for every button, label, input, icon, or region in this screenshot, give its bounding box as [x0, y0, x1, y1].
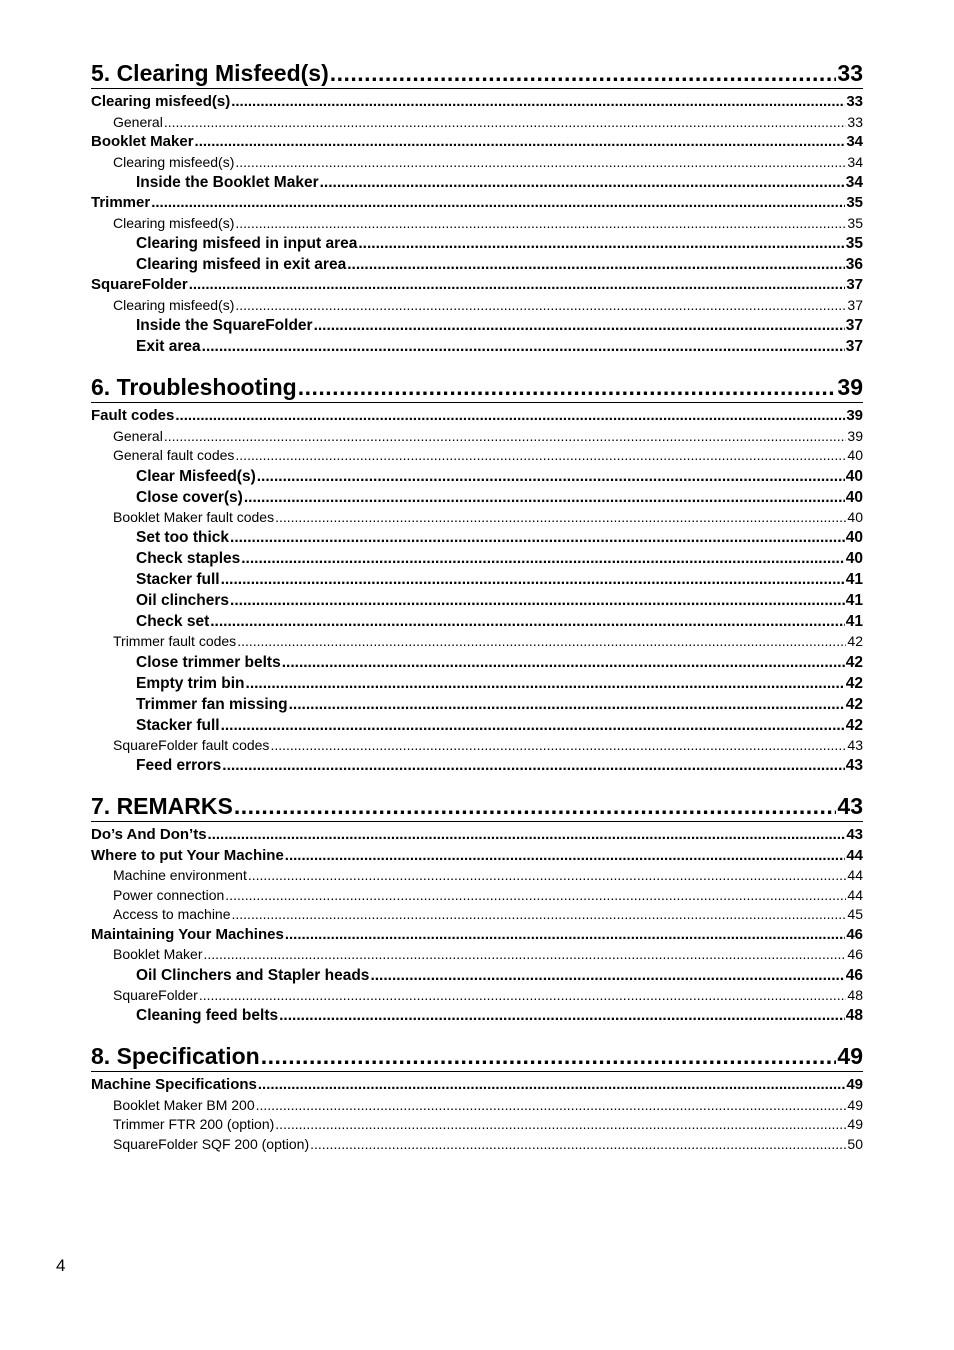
toc-entry-title: Clearing misfeed in exit area	[136, 256, 347, 273]
toc-entry[interactable]	[91, 986, 863, 1006]
dot-leader	[248, 866, 847, 886]
dot-leader	[246, 673, 845, 694]
toc-entry-title: Booklet Maker BM 200	[113, 1096, 255, 1113]
toc-entry-page: 35	[845, 235, 863, 252]
toc-entry-title: 7. REMARKS	[91, 793, 233, 819]
toc-entry-title: 8. Specification	[91, 1043, 260, 1069]
toc-entry-title: Clear Misfeed(s)	[136, 467, 256, 485]
toc-entry-page: 42	[845, 674, 863, 692]
toc-entry-page: 46	[847, 946, 863, 962]
toc-chapter[interactable]	[91, 791, 863, 822]
toc-entry-title: Fault codes	[91, 407, 175, 424]
toc-entry-title: SquareFolder SQF 200 (option)	[113, 1135, 310, 1152]
toc-entry-page: 42	[845, 653, 863, 671]
dot-leader	[221, 569, 845, 590]
toc-entry-title: Oil clinchers	[136, 592, 230, 609]
toc-entry[interactable]	[91, 715, 863, 736]
toc-entry-page: 40	[845, 488, 863, 506]
dot-leader	[230, 590, 845, 611]
toc-entry[interactable]	[91, 193, 863, 214]
toc-chapter[interactable]	[91, 372, 863, 403]
toc-entry[interactable]	[91, 755, 863, 776]
dot-leader	[235, 214, 846, 234]
section-gap	[91, 776, 863, 791]
toc-entry[interactable]	[91, 945, 863, 965]
toc-entry-title: SquareFolder	[91, 276, 188, 293]
toc-entry-page: 40	[845, 550, 863, 567]
toc-entry[interactable]	[91, 548, 863, 569]
toc-entry-title: Cleaning feed belts	[136, 1007, 279, 1024]
toc-entry-page: 39	[847, 427, 863, 444]
toc-entry-page: 42	[845, 695, 863, 713]
dot-leader	[235, 446, 846, 466]
toc-entry[interactable]	[91, 673, 863, 694]
toc-entry-page: 44	[846, 846, 863, 864]
toc-entry[interactable]	[91, 590, 863, 611]
toc-entry-page: 34	[845, 174, 863, 191]
toc-entry-title: Trimmer	[91, 194, 151, 211]
toc-chapter[interactable]	[91, 1041, 863, 1072]
toc-entry-page: 37	[847, 296, 863, 313]
toc-entry-title: Close cover(s)	[136, 488, 243, 506]
toc-entry-title: Inside the Booklet Maker	[136, 174, 319, 191]
toc-entry[interactable]	[91, 487, 863, 508]
toc-entry-page: 49	[847, 1116, 863, 1132]
toc-entry-title: Clearing misfeed(s)	[91, 93, 231, 110]
toc-entry-page: 43	[847, 736, 863, 753]
toc-entry-title: Exit area	[136, 338, 201, 355]
toc-entry[interactable]	[91, 1115, 863, 1135]
toc-entry-title: Trimmer FTR 200 (option)	[113, 1116, 275, 1132]
toc-entry-title: Booklet Maker	[113, 946, 203, 962]
toc-entry[interactable]	[91, 846, 863, 867]
toc-entry[interactable]	[91, 611, 863, 632]
toc-entry[interactable]	[91, 1096, 863, 1116]
dot-leader	[234, 791, 837, 821]
dot-leader	[270, 736, 846, 756]
dot-leader	[189, 275, 846, 296]
toc-entry-title: Machine environment	[113, 867, 247, 883]
toc-entry-title: Machine Specifications	[91, 1076, 257, 1093]
dot-leader	[237, 632, 846, 652]
dot-leader	[230, 527, 845, 548]
toc-entry-page: 46	[845, 966, 863, 984]
dot-leader	[195, 132, 846, 153]
toc-entry-page: 41	[845, 592, 863, 609]
dot-leader	[199, 986, 847, 1006]
toc-entry-page: 33	[847, 113, 863, 130]
dot-leader	[370, 965, 844, 986]
dot-leader	[203, 945, 846, 965]
toc-entry-title: Check set	[136, 613, 210, 630]
dot-leader	[164, 427, 847, 447]
toc-entry-page: 34	[846, 133, 863, 150]
toc-entry-title: Set too thick	[136, 529, 230, 546]
dot-leader	[210, 611, 845, 632]
toc-entry-title: Inside the SquareFolder	[136, 317, 313, 334]
toc-entry[interactable]	[91, 132, 863, 153]
toc-entry-title: Close trimmer belts	[136, 653, 281, 671]
toc-entry[interactable]	[91, 1005, 863, 1026]
toc-entry[interactable]	[91, 965, 863, 986]
toc-entry[interactable]	[91, 1075, 863, 1096]
toc-entry-page: 42	[847, 633, 863, 649]
toc-entry-title: 6. Troubleshooting	[91, 374, 297, 400]
dot-leader	[320, 172, 845, 193]
toc-entry-title: Clearing misfeed(s)	[113, 214, 235, 231]
toc-entry[interactable]	[91, 233, 863, 254]
toc-entry-title: Booklet Maker	[91, 133, 194, 150]
toc-entry-page: 35	[846, 194, 863, 211]
dot-leader	[232, 905, 847, 925]
toc-entry[interactable]	[91, 1135, 863, 1155]
toc-entry-page: 42	[845, 716, 863, 734]
toc-entry-title: Oil Clinchers and Stapler heads	[136, 966, 370, 984]
dot-leader	[235, 153, 846, 173]
toc-entry-page: 40	[845, 467, 863, 485]
dot-leader	[261, 1041, 837, 1071]
page-number: 4	[56, 1256, 66, 1275]
dot-leader	[225, 886, 846, 906]
toc-entry-page: 46	[846, 925, 863, 943]
toc-entry[interactable]	[91, 254, 863, 275]
toc-entry[interactable]	[91, 866, 863, 886]
toc-entry-page: 33	[846, 93, 863, 110]
toc-entry[interactable]	[91, 925, 863, 946]
section-gap	[91, 357, 863, 372]
dot-leader	[285, 846, 846, 867]
dot-leader	[164, 113, 847, 133]
toc-entry-title: Power connection	[113, 886, 225, 903]
toc-entry-page: 43	[845, 757, 863, 774]
toc-entry[interactable]	[91, 508, 863, 528]
toc-entry-page: 44	[847, 886, 863, 903]
dot-leader	[314, 315, 845, 336]
dot-leader	[241, 548, 845, 569]
toc-chapter[interactable]	[91, 58, 863, 89]
toc-entry[interactable]	[91, 886, 863, 906]
dot-leader	[175, 406, 845, 427]
dot-leader	[347, 254, 845, 275]
dot-leader	[208, 825, 846, 846]
toc-entry[interactable]	[91, 825, 863, 846]
toc-entry-title: General	[113, 113, 163, 130]
toc-entry-title: Clearing misfeed(s)	[113, 153, 235, 170]
dot-leader	[244, 487, 845, 508]
toc-entry-page: 49	[846, 1076, 863, 1093]
toc-entry[interactable]	[91, 569, 863, 590]
toc-entry[interactable]	[91, 172, 863, 193]
toc-entry[interactable]	[91, 296, 863, 316]
dot-leader	[310, 1135, 846, 1155]
toc-entry-page: 39	[846, 407, 863, 424]
dot-leader	[151, 193, 845, 214]
toc-entry-title: SquareFolder	[113, 986, 198, 1003]
toc-entry-title: Access to machine	[113, 906, 231, 922]
dot-leader	[279, 1005, 845, 1026]
toc-entry-page: 40	[845, 529, 863, 546]
toc-entry[interactable]	[91, 336, 863, 357]
toc-entry[interactable]	[91, 736, 863, 756]
table-of-contents	[91, 58, 863, 1154]
toc-entry-title: General	[113, 427, 163, 444]
dot-leader	[235, 296, 846, 316]
toc-entry[interactable]	[91, 427, 863, 447]
toc-entry[interactable]	[91, 92, 863, 113]
toc-entry-page: 37	[845, 317, 863, 334]
dot-leader	[275, 1115, 846, 1135]
toc-entry-title: Maintaining Your Machines	[91, 925, 284, 943]
toc-entry-title: Check staples	[136, 550, 241, 567]
toc-entry-page: 37	[846, 276, 863, 293]
toc-entry[interactable]	[91, 113, 863, 133]
toc-entry[interactable]	[91, 694, 863, 715]
toc-entry-title: Empty trim bin	[136, 674, 245, 692]
toc-entry[interactable]	[91, 153, 863, 173]
toc-entry-page: 37	[845, 338, 863, 355]
toc-entry[interactable]	[91, 315, 863, 336]
toc-entry-title: Stacker full	[136, 716, 220, 734]
toc-entry-title: Trimmer fan missing	[136, 695, 288, 713]
dot-leader	[221, 715, 845, 736]
toc-entry[interactable]	[91, 406, 863, 427]
dot-leader	[289, 694, 845, 715]
dot-leader	[282, 652, 845, 673]
toc-entry-title: Stacker full	[136, 571, 220, 588]
dot-leader	[298, 372, 837, 402]
toc-entry-page: 43	[846, 826, 863, 843]
toc-entry[interactable]	[91, 466, 863, 487]
toc-entry-title: Feed errors	[136, 757, 222, 774]
toc-entry-title: Booklet Maker fault codes	[113, 508, 275, 525]
toc-entry-page: 35	[847, 214, 863, 231]
toc-entry[interactable]	[91, 214, 863, 234]
toc-entry-title: Clearing misfeed in input area	[136, 235, 358, 252]
toc-entry-page: 48	[845, 1007, 863, 1024]
toc-entry-page: 44	[847, 867, 863, 883]
dot-leader	[257, 466, 845, 487]
toc-entry-title: Where to put Your Machine	[91, 846, 284, 864]
dot-leader	[275, 508, 846, 528]
toc-entry-page: 41	[845, 613, 863, 630]
toc-entry-page: 49	[837, 1043, 863, 1069]
dot-leader	[330, 58, 837, 88]
toc-entry[interactable]	[91, 652, 863, 673]
toc-entry-page: 48	[847, 986, 863, 1003]
toc-entry[interactable]	[91, 527, 863, 548]
toc-entry[interactable]	[91, 446, 863, 466]
toc-entry-title: General fault codes	[113, 447, 235, 463]
toc-entry-title: Do’s And Don’ts	[91, 826, 207, 843]
toc-entry-page: 50	[847, 1135, 863, 1152]
dot-leader	[285, 925, 846, 946]
dot-leader	[258, 1075, 845, 1096]
toc-entry-title: 5. Clearing Misfeed(s)	[91, 60, 329, 86]
toc-entry-page: 40	[847, 508, 863, 525]
dot-leader	[222, 755, 844, 776]
dot-leader	[358, 233, 844, 254]
toc-entry-page: 40	[847, 447, 863, 463]
toc-entry[interactable]	[91, 632, 863, 652]
toc-entry-page: 49	[847, 1096, 863, 1113]
toc-entry-page: 43	[837, 793, 863, 819]
toc-entry[interactable]	[91, 275, 863, 296]
toc-entry-page: 34	[847, 153, 863, 170]
dot-leader	[256, 1096, 847, 1116]
toc-entry-title: Clearing misfeed(s)	[113, 296, 235, 313]
toc-entry-title: SquareFolder fault codes	[113, 736, 270, 753]
toc-entry-page: 33	[837, 60, 863, 86]
toc-entry-page: 45	[847, 906, 863, 922]
section-gap	[91, 1026, 863, 1041]
toc-entry-title: Trimmer fault codes	[113, 633, 237, 649]
toc-entry-page: 39	[837, 374, 863, 400]
toc-entry[interactable]	[91, 905, 863, 925]
dot-leader	[202, 336, 845, 357]
toc-entry-page: 36	[845, 256, 863, 273]
toc-entry-page: 41	[845, 571, 863, 588]
dot-leader	[231, 92, 845, 113]
